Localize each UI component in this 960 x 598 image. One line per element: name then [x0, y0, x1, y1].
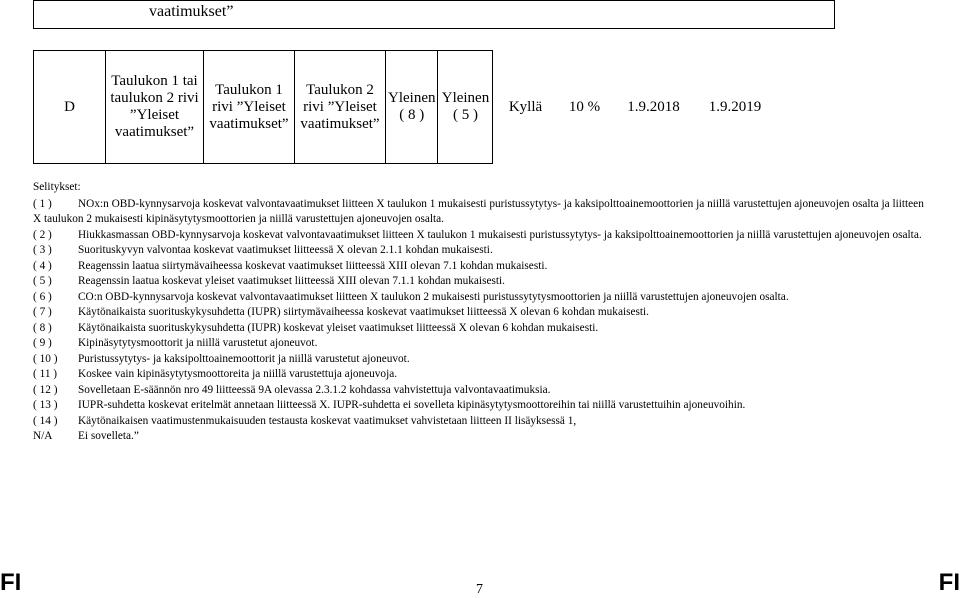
note-item	[33, 383, 933, 399]
note-item	[33, 336, 933, 352]
note-text: Kipinäsytytysmoottorit ja niillä varustetut ajoneuvot.	[78, 337, 318, 349]
cell-col-3: Taulukon 2 rivi ”Yleiset vaatimukset”	[295, 51, 386, 164]
top-table	[33, 0, 835, 29]
note-item	[33, 398, 933, 414]
cell-col-7: 10 %	[568, 98, 601, 115]
note-text: IUPR-suhdetta koskevat eritelmät annetaan liitteessä X. IUPR-suhdetta ei sovelleta kipinäsytytysmoottoreihin tai niillä varustettuihin ajoneuvoihin.	[78, 399, 746, 411]
note-number: N/A	[33, 430, 53, 442]
cell-col-4-text: Yleinen	[388, 90, 436, 106]
cell-type: D	[34, 51, 106, 164]
notes-section	[33, 180, 933, 445]
footer-language-left: FI	[0, 569, 22, 596]
note-text: Suorituskyvyn valvontaa koskevat vaatimukset liitteessä X olevan 2.1.1 kohdan mukaisesti.	[78, 244, 493, 256]
cell-col-5-ref: ( 5 )	[452, 107, 478, 123]
note-text: Käytönaikaista suorituskykysuhdetta (IUPR) siirtymävaiheessa koskevat vaatimukset liitteessä X olevan 6 kohdan mukaisesti.	[78, 306, 650, 318]
note-item	[33, 243, 933, 259]
note-number: ( 11 )	[33, 368, 58, 380]
note-item	[33, 197, 933, 228]
note-item	[33, 228, 933, 244]
cell-col-4	[386, 51, 438, 164]
cell-col-2: Taulukon 1 rivi ”Yleiset vaatimukset”	[204, 51, 295, 164]
note-text: Koskee vain kipinäsytytysmoottoreita ja niillä varustettuja ajoneuvoja.	[78, 368, 398, 380]
cell-col-6: Kyllä	[508, 98, 543, 115]
note-item	[33, 321, 933, 337]
note-number: ( 14 )	[33, 414, 58, 427]
note-number: ( 8 )	[33, 321, 52, 334]
requirements-table-row	[33, 50, 774, 164]
note-number: ( 5 )	[33, 275, 52, 287]
note-text: Reagenssin laatua koskevat yleiset vaatimukset liitteessä XIII olevan 7.1.1 kohdan mukaisesti.	[78, 275, 505, 287]
note-item	[33, 274, 933, 290]
note-number: ( 1 )	[33, 197, 52, 210]
top-cell	[34, 1, 835, 29]
note-item	[33, 259, 933, 275]
note-number: ( 9 )	[33, 337, 52, 349]
note-text: NOx:n OBD-kynnysarvoja koskevat valvontavaatimukset liitteen X taulukon 1 mukaisesti puristussytytys- ja kaksipolttoainemoottorien ja niillä varustettujen ajoneuvojen osalta ja liitteen X taulukon 2 mukaisesti kipinäsytytysmoottorien ja niillä varustettujen ajoneuvojen osalta.	[33, 197, 924, 225]
note-text: Käytönaikaisen vaatimustenmukaisuuden testausta koskevat vaatimukset vahvistetaan liitteen II lisäyksessä 1,	[78, 414, 577, 427]
note-item	[33, 367, 933, 383]
note-item	[33, 305, 933, 321]
note-text: Sovelletaan E-säännön nro 49 liitteessä 9A olevassa 2.3.1.2 kohdassa vahvistettuja valvontavaatimuksia.	[78, 383, 551, 396]
note-text: CO:n OBD-kynnysarvoja koskevat valvontavaatimukset liitteen X taulukon 2 mukaisesti puristussytytysmoottorien ja niillä varustettujen ajoneuvojen osalta.	[78, 290, 789, 303]
table-row	[34, 51, 775, 164]
note-number: ( 7 )	[33, 306, 52, 318]
cell-col-5	[438, 51, 493, 164]
note-text: Reagenssin laatua siirtymävaiheessa koskevat vaatimukset liitteessä XIII olevan 7.1 kohdan mukaisesti.	[78, 259, 548, 272]
note-text: Puristussytytys- ja kaksipolttoainemoottorit ja niillä varustetut ajoneuvot.	[78, 352, 410, 365]
top-cell-text: vaatimukset”	[149, 3, 234, 20]
note-item	[33, 414, 933, 430]
footer-language-right: FI	[938, 569, 960, 596]
note-number: ( 3 )	[33, 244, 52, 256]
note-item	[33, 290, 933, 306]
cell-col-9: 1.9.2019	[708, 98, 762, 115]
note-text: Ei sovelleta.”	[78, 430, 139, 442]
note-number: ( 4 )	[33, 259, 52, 272]
note-number: ( 6 )	[33, 290, 52, 303]
cell-col-8: 1.9.2018	[627, 98, 680, 115]
cell-col-5-text: Yleinen	[441, 90, 490, 106]
note-number: ( 13 )	[33, 399, 58, 411]
note-number: ( 12 )	[33, 383, 58, 396]
note-text: Käytönaikaista suorituskykysuhdetta (IUPR) koskevat yleiset vaatimukset liitteessä X olevan 6 kohdan mukaisesti.	[78, 321, 599, 334]
note-number: ( 10 )	[33, 352, 58, 365]
page-number: 7	[476, 582, 483, 597]
note-number: ( 2 )	[33, 228, 52, 241]
note-item	[33, 429, 933, 445]
cell-col-1: Taulukon 1 tai taulukon 2 rivi ”Yleiset vaatimukset”	[106, 51, 204, 164]
note-text: Hiukkasmassan OBD-kynnysarvoja koskevat valvontavaatimukset liitteen X taulukon 1 mukaisesti puristussytytys- ja kaksipolttoainemoottorien ja niillä varustettujen ajoneuvojen osalta.	[78, 228, 922, 241]
notes-heading: Selitykset:	[33, 181, 81, 193]
note-item	[33, 352, 933, 368]
cell-col-4-ref: ( 8 )	[399, 107, 425, 123]
